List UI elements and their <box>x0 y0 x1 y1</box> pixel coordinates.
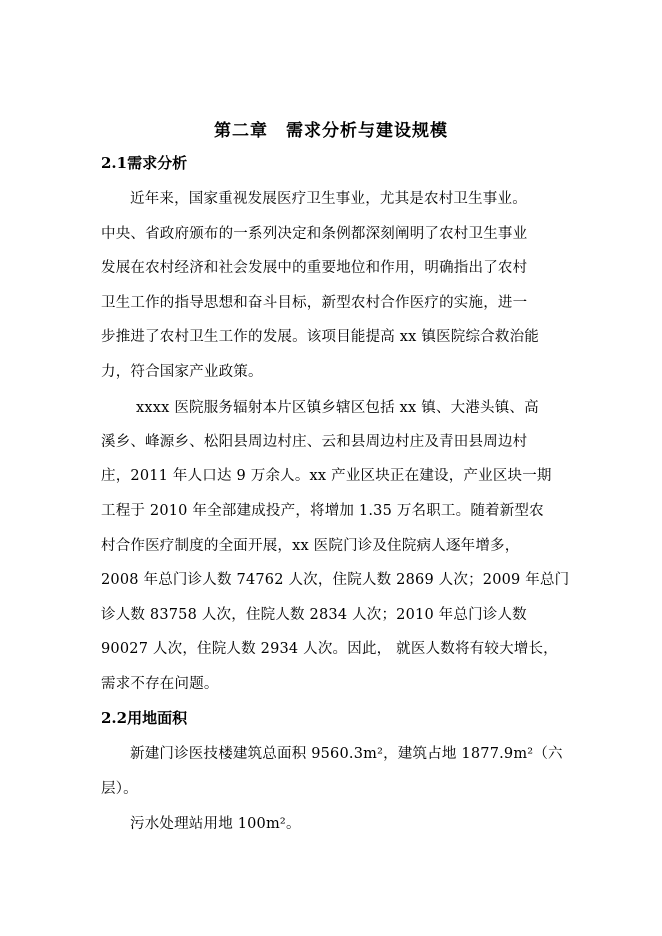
paragraph-line: 卫生工作的指导思想和奋斗目标，新型农村合作医疗的实施，进一 <box>101 295 528 311</box>
chapter-label: 第二章 <box>214 121 268 141</box>
paragraph-line: 步推进了农村卫生工作的发展。该项目能提高 xx 镇医院综合救治能 <box>101 329 539 345</box>
paragraph-line: 溪乡、峰源乡、松阳县周边村庄、云和县周边村庄及青田县周边村 <box>101 434 528 450</box>
chapter-title <box>0 116 662 141</box>
paragraph-line: 90027 人次，住院人数 2934 人次。因此， 就医人数将有较大增长， <box>101 641 558 657</box>
paragraph-line: 诊人数 83758 人次，住院人数 2834 人次；2010 年总门诊人数 <box>101 607 527 623</box>
paragraph-line: 需求不存在问题。 <box>101 676 219 692</box>
chapter-heading: 需求分析与建设规模 <box>286 121 448 141</box>
paragraph-line: 新建门诊医技楼建筑总面积 9560.3m²，建筑占地 1877.9m²（六 <box>130 746 563 762</box>
paragraph-line: 中央、省政府颁布的一系列决定和条例都深刻阐明了农村卫生事业 <box>101 226 528 242</box>
section-heading-land-area: 2.2用地面积 <box>101 709 188 727</box>
paragraph-line: 污水处理站用地 100m²。 <box>130 816 301 832</box>
paragraph-line: xxxx 医院服务辐射本片区镇乡辖区包括 xx 镇、大港头镇、高 <box>136 400 539 416</box>
paragraph-line: 工程于 2010 年全部建成投产，将增加 1.35 万名职工。随着新型农 <box>101 503 544 519</box>
paragraph-line: 近年来，国家重视发展医疗卫生事业，尤其是农村卫生事业。 <box>130 191 527 207</box>
paragraph-line: 村合作医疗制度的全面开展，xx 医院门诊及住院病人逐年增多， <box>101 538 520 554</box>
paragraph-line: 力，符合国家产业政策。 <box>101 364 263 380</box>
paragraph-line: 层）。 <box>101 781 138 797</box>
paragraph-line: 庄，2011 年人口达 9 万余人。xx 产业区块正在建设，产业区块一期 <box>101 468 552 484</box>
paragraph-line: 发展在农村经济和社会发展中的重要地位和作用，明确指出了农村 <box>101 260 528 276</box>
section-heading-demand-analysis: 2.1需求分析 <box>101 154 188 172</box>
paragraph-line: 2008 年总门诊人数 74762 人次，住院人数 2869 人次；2009 年总门 <box>101 572 570 588</box>
